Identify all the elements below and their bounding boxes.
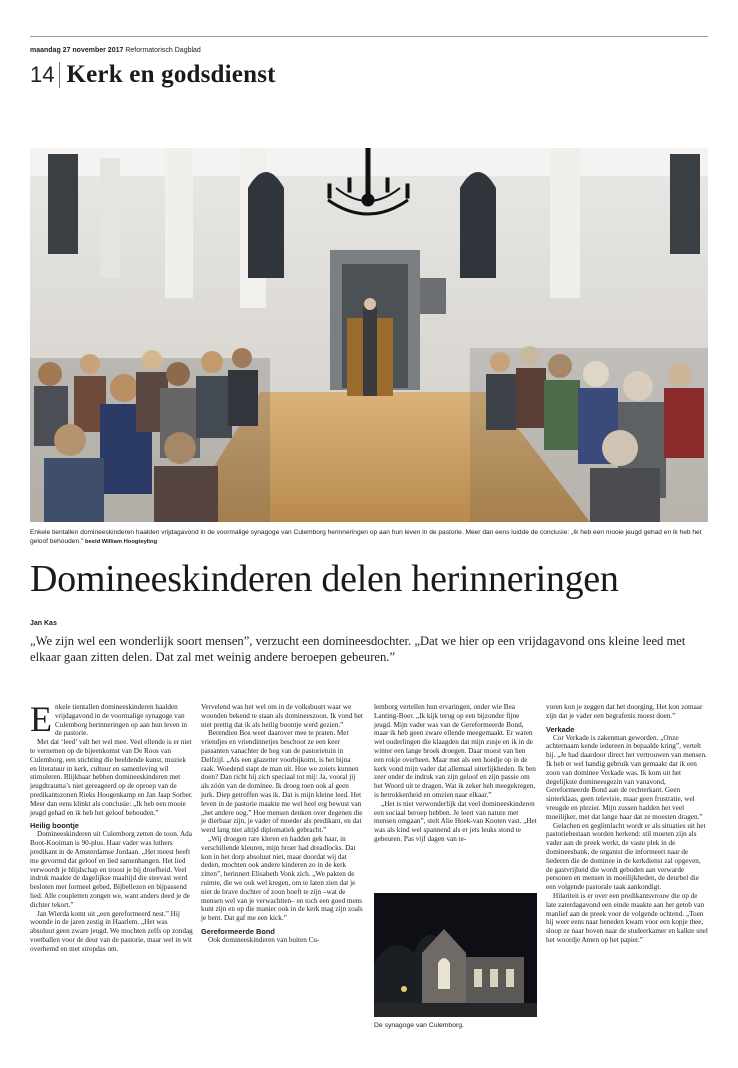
- article-author: Jan Kas: [30, 620, 57, 627]
- synagogue-photo: [374, 893, 537, 1017]
- paragraph: „Wij droegen rare kleren en hadden gek haar, in verschillende kleuren, mijn broer had dreadlocks. Dat kon in het dorp absoluut niet, maar doordat wij dat deden, mochten ook andere kinderen zo in de kerk zitten”, herinnert Elisabeth Vonk zich. „We pakten de ruimte, die we ook wel kregen, om te laten zien dat je niet de brave dochter of zoon hoeft te zijn –wat de mensen wel van je verwachtten– en toch een goed mens kunt zijn en op die manier ook in de kerk mag zijn zoals je bent. Dat gaf me een kick.”: [201, 834, 363, 923]
- dateline: [30, 47, 201, 54]
- paragraph: „Het is niet verwonderlijk dat veel domineeskinderen een sociaal beroep hebben. Je leert van nature met mensen omgaan”, stelt Alie Hoek-van Kooten vast. „Het was als kind wel spannend als er jets leuks stond te gebeuren. Pas vijf dagen van te-: [374, 799, 537, 843]
- paragraph: nkele tientallen domineeskinderen haalden vrijdagavond in de voormalige synagoge van Culemborg herinneringen op aan hun leven in de pastorie.: [55, 703, 188, 738]
- subheading-heilig-boontje: Heilig boontje: [30, 821, 79, 831]
- page-header: [30, 60, 276, 90]
- article-column-1: [30, 699, 193, 954]
- paragraph: Jan Wierda komt uit „een gereformeerd nest.” Hij woonde in de jaren zestig in Haarlem. „Het was absoluut geen zware jeugd. We mochten zelfs op zondag voetballen voor de deur van de pastorie, maar wel in wit overhemd en met stropdas om.: [30, 909, 193, 953]
- drop-cap: E: [30, 699, 52, 739]
- photo-credit: beeld William Hoogteyling: [85, 539, 158, 545]
- photo-caption: [30, 528, 708, 547]
- issue-date: maandag 27 november 2017: [30, 47, 124, 54]
- paragraph: Met dat ‘leed’ valt het wel mee. Veel ellende is er niet te vernemen op de bijeenkomst van De Roos van Culemborg, een stichting die beeldende kunst, muziek en literatuur in kerk, cultuur en samenleving wil stimuleren. Blijkbaar hebben domineeskinderen met jeugdtrauma’s niet gereageerd op de oproep van de predikantszonen Rieks Hoogenkamp en Jan Jaap Sorber. Meer dan eens klinkt als conclusie: „Ik heb een mooie jeugd gehad en ik heb het geloof behouden.”: [30, 738, 193, 817]
- header-rule: [30, 36, 708, 37]
- paragraph: Cor Verkade is zakenman geworden. „Onze achternaam kende iedereen in bepaalde kring”, vertelt hij. „Je had daardoor direct het vertrouwen van mensen. Ik heb er wel handig gebruik van gemaakt dat ik een zoon van dominee Verkade was. Ik kom uit het degelijkste domineesgezin van vanavond, Gereformeerde Bond aan de rechterkant. Geen sinterklaas, geen televisie, maar geen frustratie, wel vreugde en plezier. Mijn zussen hadden het veel moeilijker, met dat lange haar dat ze moesten dragen.”: [546, 733, 707, 821]
- main-photo: [30, 148, 708, 522]
- paragraph: voren kon je zeggen dat het doorging. Het kon zomaar zijn dat je vader een begrafenis moest doen.”: [546, 703, 703, 720]
- synagogue-photo-caption: De synagoge van Culemborg.: [374, 1022, 464, 1029]
- paragraph: Vervelend was het wel om in de volksbuurt waar we woonden bekend te staan als domineeszoon. Ik vond het niet prettig dat ik als heilig boontje werd gezien.”: [201, 703, 363, 729]
- article-headline: Domineeskinderen delen herinneringen: [30, 558, 619, 600]
- paragraph: Domineeskinderen uit Culemborg zetten de toon. Ada Boot-Kooiman is 90-plus. Haar vader was luthers predikant in de Amsterdamse Jordaan. „Het meest heeft me gevormd dat geloof en lied samenhangen. Het lied verwoordt je blijdschap en troost je bij droefheid. Veel indruk maakte de dagelijkse maaltijd die steevast werd besloten met formeel gebed, Bijbellezen en bijpassend lied. Alle coupletten zongen we, want anders deed je de dichter tekort.”: [30, 830, 192, 909]
- paragraph: Ook domineeskinderen van buiten Cu-: [208, 935, 320, 944]
- section-title: Kerk en godsdienst: [66, 61, 276, 88]
- article-column-3: [374, 703, 537, 844]
- subheading-verkade: Verkade: [546, 724, 575, 734]
- photo-caption-text: Enkele tientallen domineeskinderen haalden vrijdagavond in de voormalige synagoge van Culemborg herinneringen op aan hun leven in de pastorie. Meer dan eens luidde de conclusie: „Ik heb een mooie jeugd gehad en ik heb het geloof behouden.”: [30, 529, 702, 545]
- article-column-2: [201, 703, 364, 945]
- page-number: 14: [30, 62, 60, 88]
- paragraph: Gelachen en geglimlacht wordt er als situaties uit het pastoriebestaan worden herkend: stil moeten zijn als vader aan de preek werkt, de vaste plek in de domineesbank, de organist die informeert naar de liederen die de dominee in de kerkdienst zal opgeven, de gastvrijheid die wordt geboden aan verwarde personen en mensen in moeilijkheden, de deurbel die een volgende pastorale taak aankondigt.: [546, 821, 706, 892]
- subheading-gereformeerde-bond: Gereformeerde Bond: [201, 926, 275, 936]
- newspaper-name: Reformatorisch Dagblad: [125, 47, 201, 54]
- paragraph: Hilariteit is er over een predikantsvrouw die op de late zaterdagavond een einde maakte aan het getob van manlief aan de preek voor de volgende ochtend. „Toen hij weer eens naar beneden kwam voor een kopje thee, sloop ze naar boven naar de studeerkamer en kalkte snel het woordje Amen op het papier.”: [546, 891, 708, 944]
- paragraph: Berendien Bos weet daarover mee te praten. Met vriendjes en vriendinnetjes beschoot ze een keer passanten vanachter de heg van de pastorietuin in Delfzijl. „Als een glazetter voorbijkomt, is het bijna raak. Woedend stapt de man uit. Hoe we zoiets kunnen doen? Dan richt hij zich speciaal tot mij: Ja, vooral jij als zóón van de dominee. Ik droeg toen ook al geen jurk. Diep getroffen was ik. Dat is mijn kleine leed. Het leven in de pastorie maakte me wel heel erg bewust van „het andere oog.” Hoe mensen denken over degenen die je dierbaar zijn, je vader of moeder als predikant, en dat werd lang niet altijd diplomatiek gebracht.”: [201, 729, 363, 835]
- article-column-4: [546, 703, 709, 945]
- article-lead: „We zijn wel een wonderlijk soort mensen”, verzucht een domineesdochter. „Dat we hier op een vrijdagavond ons kleine leed met elkaar gaan zitten delen. Dat zal met weinig andere beroepen gebeuren.”: [30, 634, 686, 664]
- paragraph: lemborg vertellen hun ervaringen, onder wie Bea Lanting-Boer. „Ik kijk terug op een bijzonder fijne jeugd. Mijn vader was van de Gereformeerde Bond, maar ik heb geen zware ellende meegemaakt. Er waren wel ouderlingen die klaagden dat mijn zusje en ik in de winter een lange broek droegen. Daar moest van hen een rokje overheen. Maar met als een hoedje op in de kerk vond mijn vader dat allemaal uiterlijkheden. Ik ben zeer onder de indruk van zijn geloof en zijn passie om het Woord uit te dragen. Wat ik zeker heb meegekregen, is betrokkenheid en omzien naar elkaar.”: [374, 703, 536, 799]
